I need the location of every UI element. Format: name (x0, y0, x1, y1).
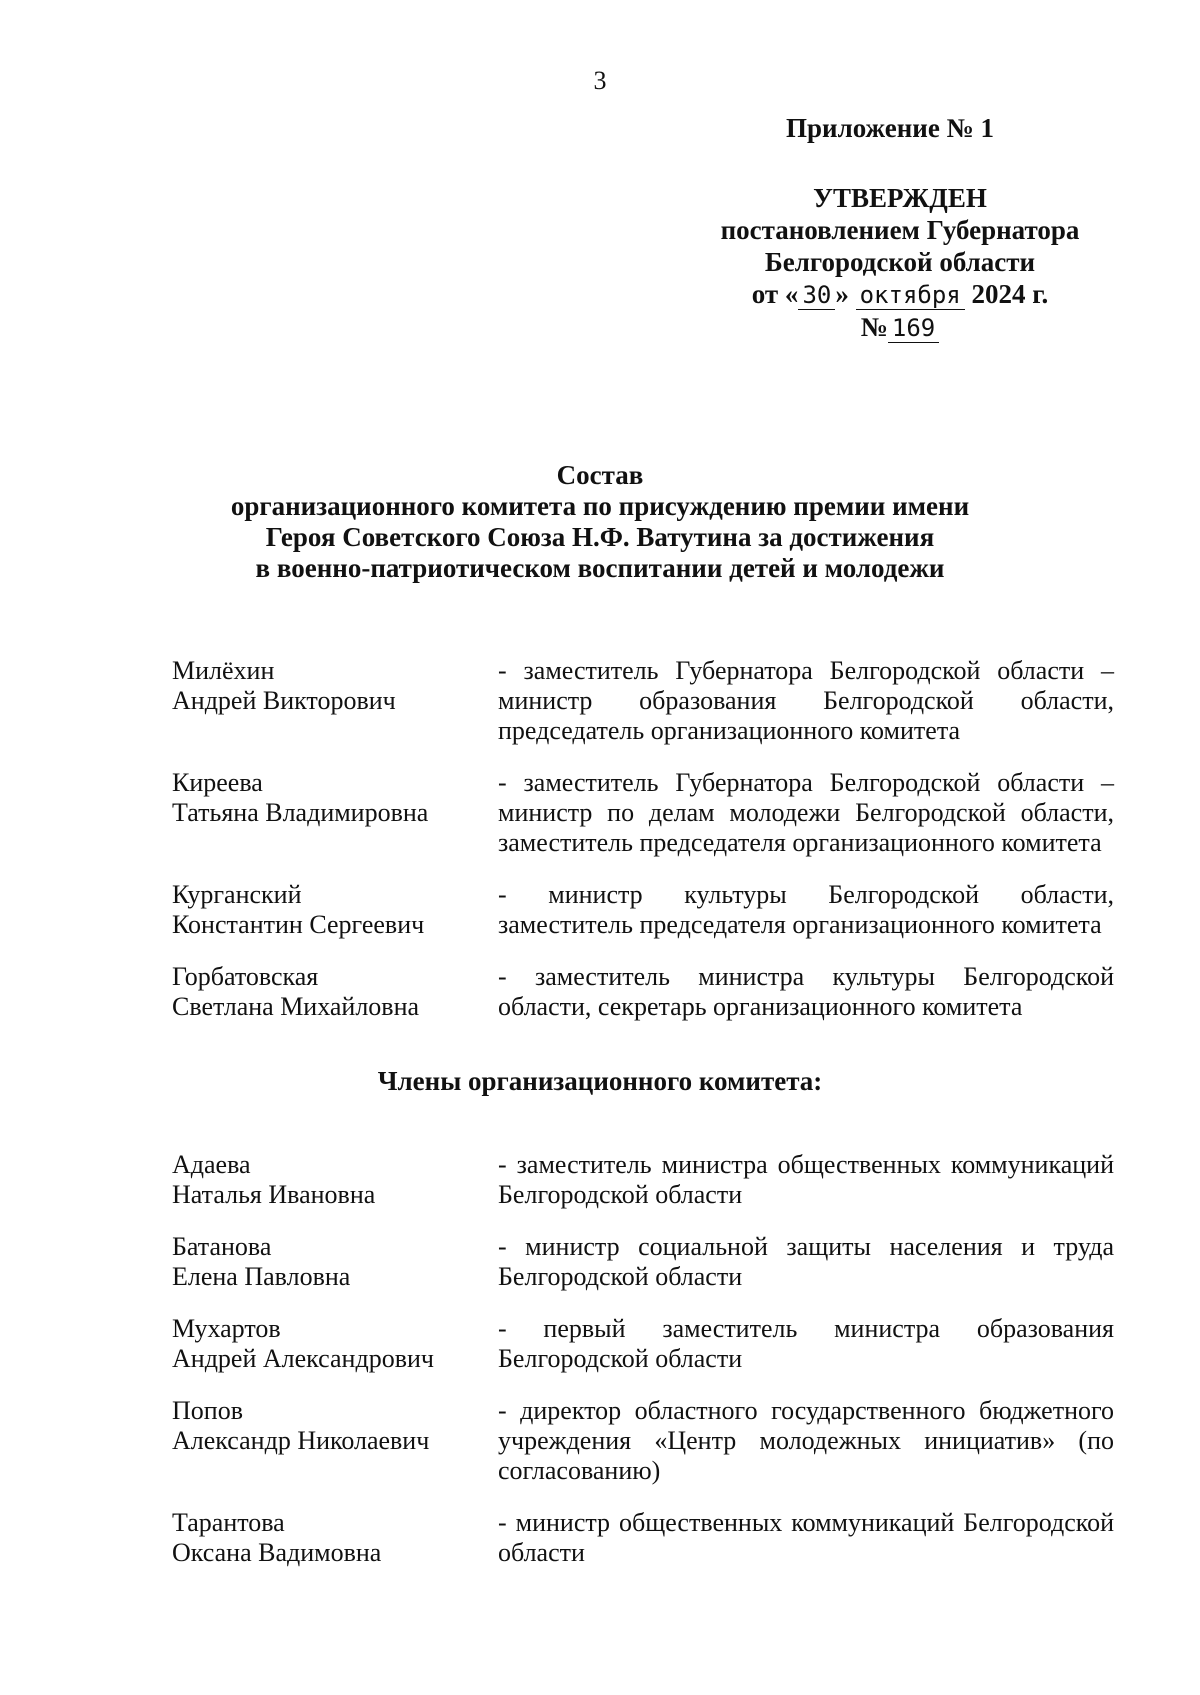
date-month: октября (856, 281, 965, 310)
list-item (172, 880, 1114, 940)
person-name (172, 962, 498, 1022)
person-role: - министр социальной защиты населения и труда Белгородской области (498, 1232, 1114, 1291)
given-name: Елена Павловна (172, 1262, 351, 1291)
list-item (172, 962, 1114, 1022)
person-name (172, 1150, 498, 1210)
surname: Горбатовская (172, 962, 319, 991)
title-line-3: Героя Советского Союза Н.Ф. Ватутина за достижения (265, 522, 935, 552)
person-name (172, 1314, 498, 1374)
given-name: Александр Николаевич (172, 1426, 430, 1455)
title-line-1: Состав (556, 460, 644, 490)
given-name: Константин Сергеевич (172, 910, 425, 939)
given-name: Оксана Вадимовна (172, 1538, 382, 1567)
title-line-2: организационного комитета по присуждению премии имени (230, 491, 970, 521)
date-mid: » (835, 279, 849, 309)
given-name: Наталья Ивановна (172, 1180, 376, 1209)
leadership-list (172, 656, 1114, 1044)
person-role: - заместитель Губернатора Белгородской области – министр по делам молодежи Белгородской области, заместитель председателя организационного комитета (498, 768, 1114, 857)
person-name (172, 1232, 498, 1292)
person-name (172, 656, 498, 746)
approval-line-2: Белгородской области (764, 247, 1036, 277)
person-role: - первый заместитель министра образования Белгородской области (498, 1314, 1114, 1373)
date-year: 2024 г. (971, 279, 1049, 309)
surname: Милёхин (172, 656, 275, 685)
person-role: - заместитель Губернатора Белгородской области – министр образования Белгородской области, председатель организационного комитета (498, 656, 1114, 745)
given-name: Андрей Викторович (172, 686, 396, 715)
given-name: Андрей Александрович (172, 1344, 434, 1373)
appendix-label: Приложение № 1 (786, 113, 994, 143)
person-name (172, 1396, 498, 1486)
person-role: - директор областного государственного бюджетного учреждения «Центр молодежных инициатив» (по согласованию) (498, 1396, 1114, 1485)
given-name: Татьяна Владимировна (172, 798, 429, 827)
person-role: - заместитель министра культуры Белгородской области, секретарь организационного комитета (498, 962, 1114, 1021)
list-item (172, 1314, 1114, 1374)
surname: Киреева (172, 768, 263, 797)
list-item (172, 656, 1114, 746)
list-item (172, 1396, 1114, 1486)
person-name (172, 1508, 498, 1568)
list-item (172, 1150, 1114, 1210)
person-role: - министр культуры Белгородской области, заместитель председателя организационного комитета (498, 880, 1114, 939)
surname: Адаева (172, 1150, 251, 1179)
approval-date (690, 278, 1110, 311)
approval-block (690, 182, 1110, 344)
list-item (172, 1232, 1114, 1292)
page-number: 3 (593, 66, 607, 95)
surname: Попов (172, 1396, 243, 1425)
number-prefix: № (860, 312, 888, 342)
approval-heading: УТВЕРЖДЕН (813, 183, 987, 213)
person-name (172, 880, 498, 940)
person-role: - министр общественных коммуникаций Белгородской области (498, 1508, 1114, 1567)
date-prefix: от « (751, 279, 799, 309)
members-heading: Члены организационного комитета: (377, 1066, 823, 1096)
list-item (172, 768, 1114, 858)
surname: Тарантова (172, 1508, 285, 1537)
person-name (172, 768, 498, 858)
approval-number (690, 311, 1110, 344)
members-list (172, 1150, 1114, 1590)
surname: Батанова (172, 1232, 272, 1261)
decree-number: 169 (888, 314, 939, 343)
person-role: - заместитель министра общественных коммуникаций Белгородской области (498, 1150, 1114, 1209)
title-line-4: в военно-патриотическом воспитании детей и молодежи (255, 553, 945, 583)
date-day: 30 (798, 281, 835, 310)
document-title (0, 460, 1200, 584)
surname: Курганский (172, 880, 302, 909)
list-item (172, 1508, 1114, 1568)
surname: Мухартов (172, 1314, 281, 1343)
approval-line-1: постановлением Губернатора (720, 215, 1080, 245)
given-name: Светлана Михайловна (172, 992, 420, 1021)
